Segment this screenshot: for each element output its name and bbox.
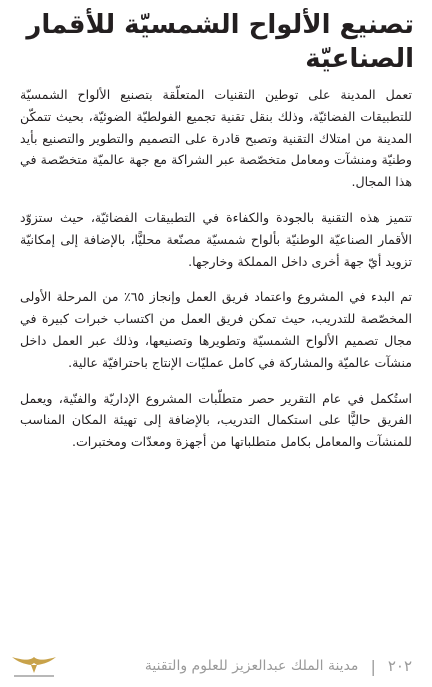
article-title: تصنيع الألواح الشمسيّة للأقمار الصناعيّة: [26, 10, 414, 74]
page-number: ٢٠٢: [387, 657, 412, 675]
eagle-emblem-icon: [4, 651, 64, 681]
footer-separator: |: [370, 656, 376, 676]
paragraph: تتميز هذه التقنية بالجودة والكفاءة في التطبيقات الفضائيّة، حيث ستزوّد الأقمار الصناعيّة الوطنيّة بألواح شمسيّة مصنّعة محليًّا، بالإضافة إلى إمكانيّة تزويد أيّ جهة أخرى داخل المملكة وخارجها.: [20, 209, 412, 269]
paragraph: استُكمل في عام التقرير حصر متطلّبات المشروع الإداريّة والفنّية، ويعمل الفريق حاليًّا على استكمال التدريب، بالإضافة إلى تهيئة المكان المناسب للمنشآت والمعامل بكامل متطلباتها من أجهزة ومعدّات ومختبرات.: [20, 390, 412, 450]
article-body: [20, 84, 412, 467]
paragraph: تم البدء في المشروع واعتماد فريق العمل وإنجاز ٦٥٪ من المرحلة الأولى المخصّصة للتدريب، حيث تمكن فريق العمل من اكتساب خبرات كبيرة في مجال تصميم الألواح الشمسيّة وتطويرها وتصنيعها، وذلك عبر العمل داخل منشآت عالميّة والمشاركة في كامل عمليّات الإنتاج باحترافيّة عالية.: [20, 289, 412, 370]
paragraph: تعمل المدينة على توطين التقنيات المتعلّقة بتصنيع الألواح الشمسيّة للتطبيقات الفضائيّة، وذلك بنقل تقنية تجميع الفولطيّة الضوئيّة، بحيث تتمكّن المدينة من امتلاك التقنية وتصبح قادرة على التصميم والتطوير والتصنيع بأيد وطنيّة ومنشآت ومعامل متخصّصة عبر الشراكة مع جهة عالميّة متخصّصة في هذا المجال.: [20, 87, 412, 190]
page-footer: [145, 651, 412, 681]
organization-name: مدينة الملك عبدالعزيز للعلوم والتقنية: [144, 658, 359, 674]
